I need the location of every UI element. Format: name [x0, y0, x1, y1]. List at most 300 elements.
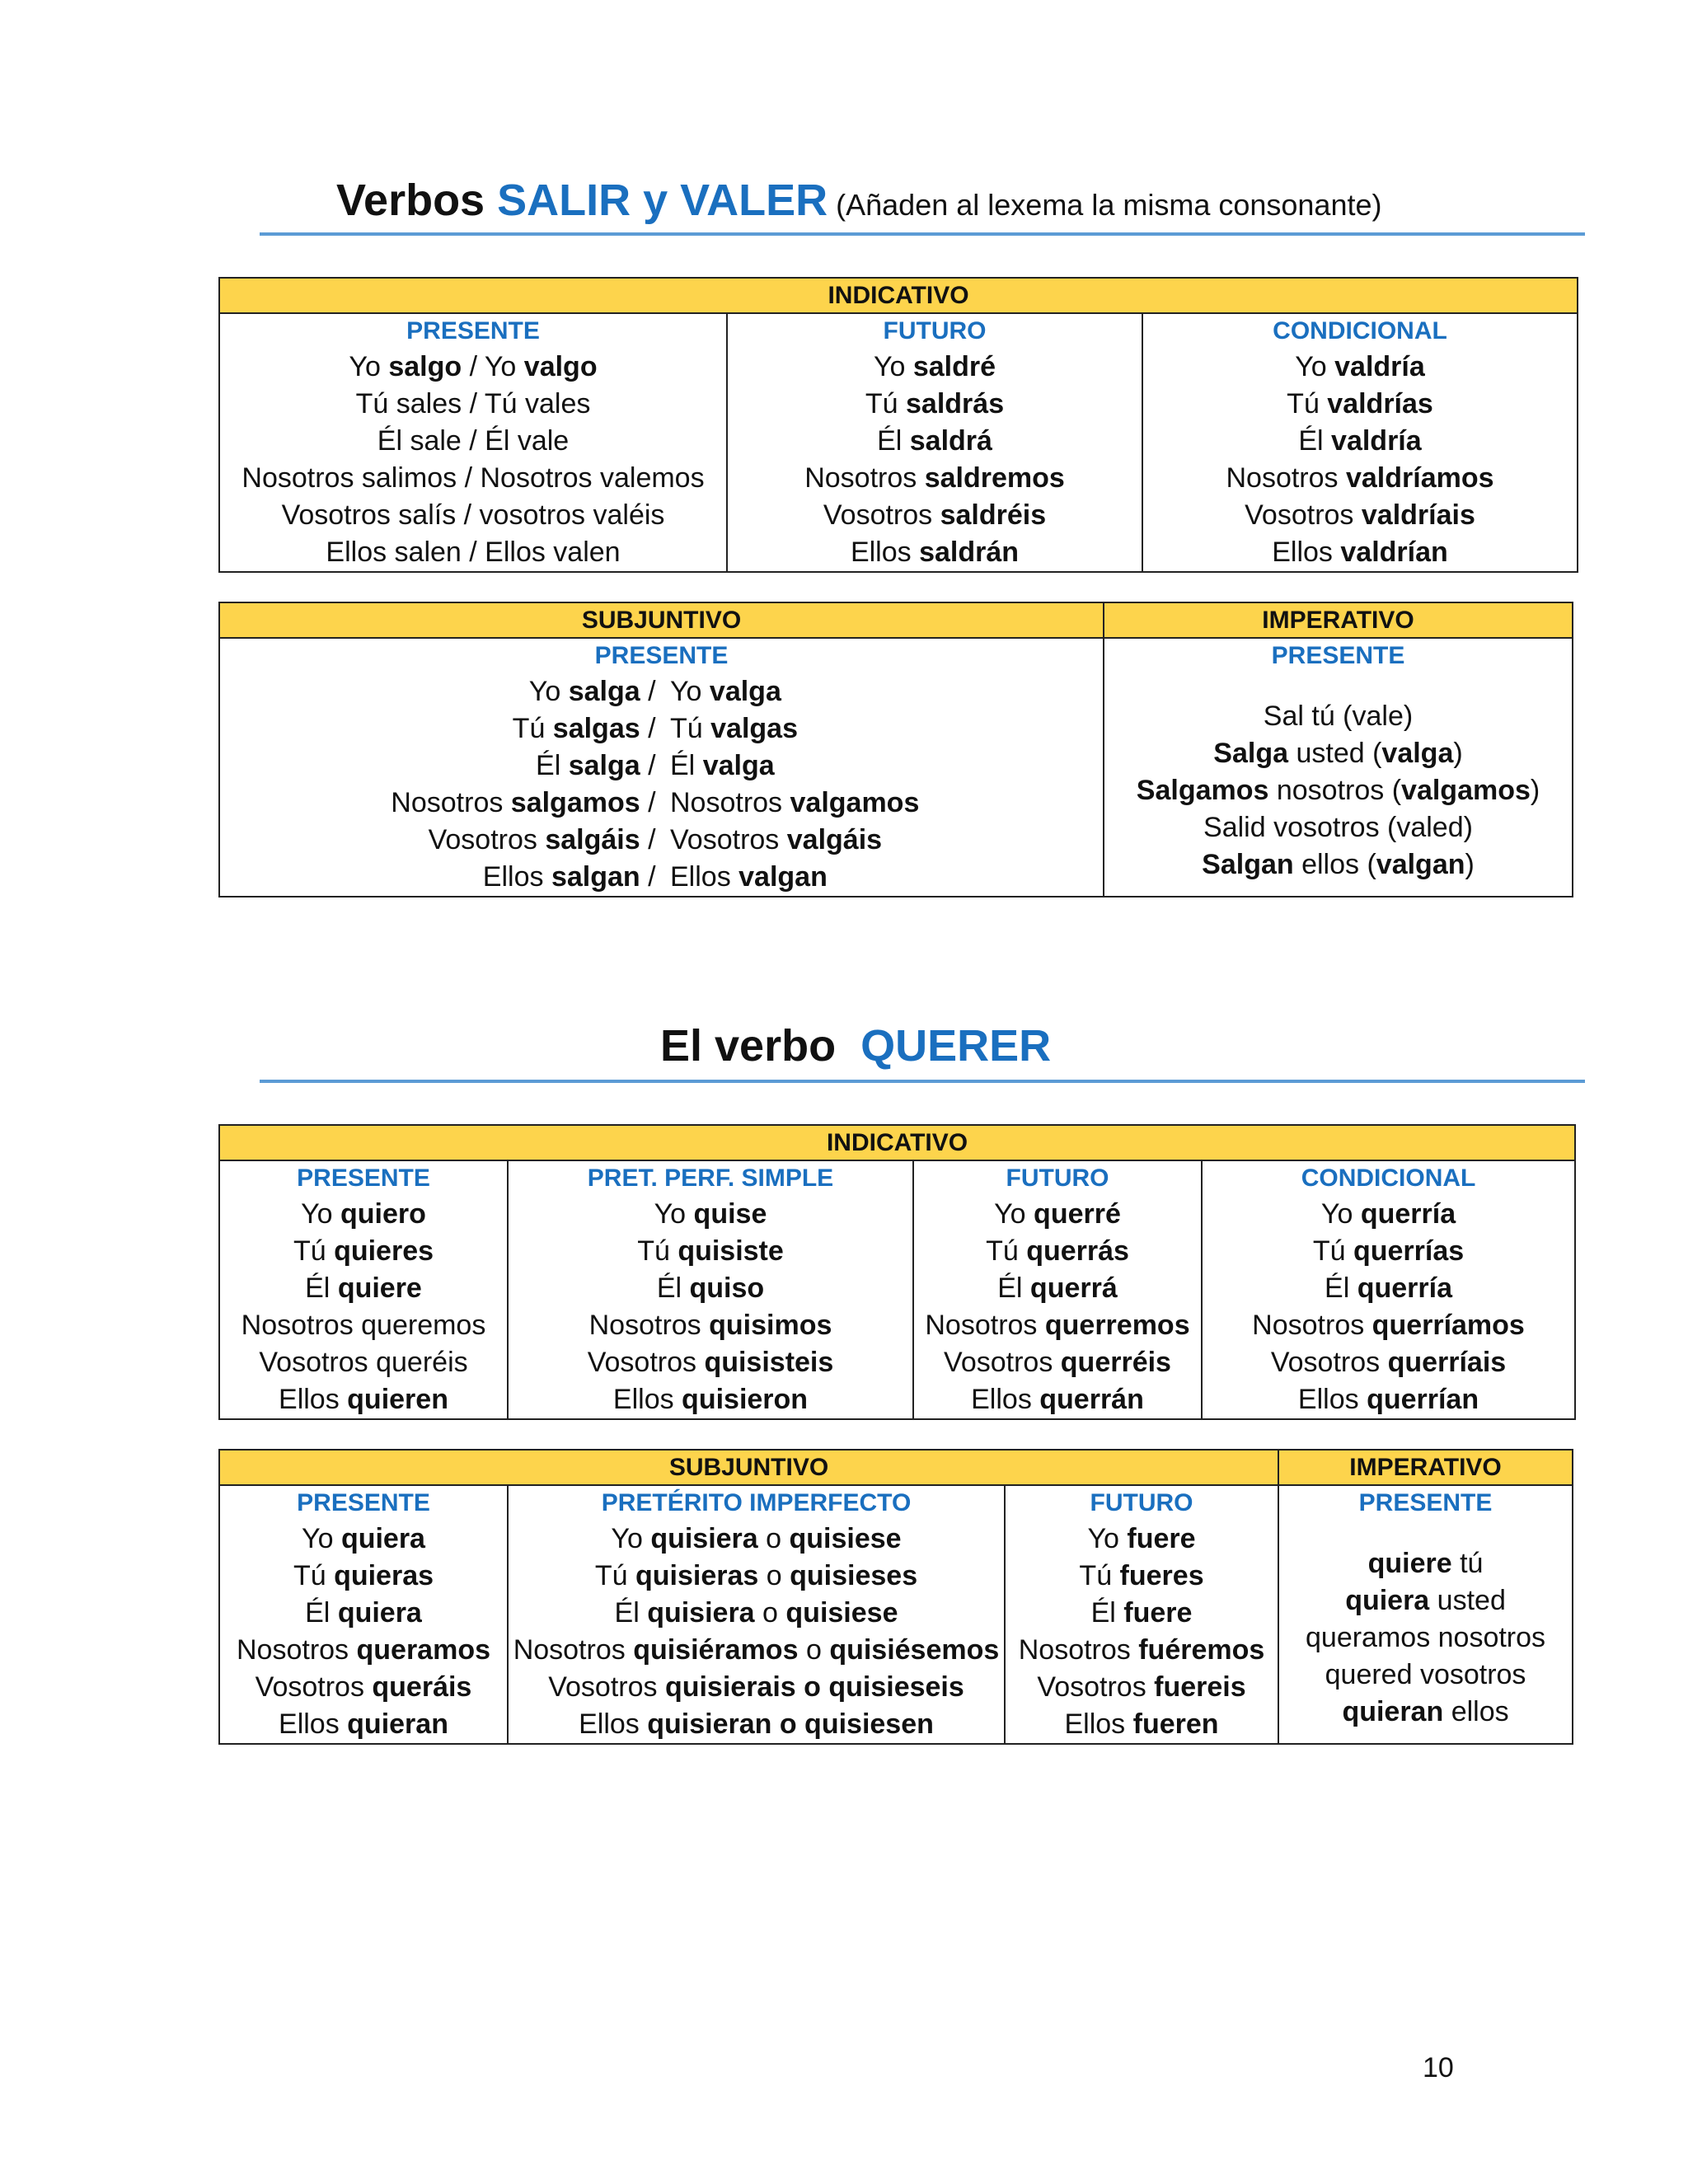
- conjugation-row: [220, 748, 1103, 785]
- text-segment: salgo: [388, 351, 462, 382]
- conjugation-row: [1143, 497, 1577, 534]
- conjugation-row: [1006, 1632, 1278, 1669]
- text-segment: Vosotros: [823, 499, 940, 531]
- text-segment: fuéremos: [1138, 1634, 1265, 1666]
- text-segment: Él: [1298, 425, 1332, 457]
- text-segment: quiso: [689, 1272, 765, 1304]
- text-segment: salgan: [551, 861, 640, 893]
- text-segment: Ellos: [279, 1708, 348, 1740]
- column-header: FUTURO: [1006, 1165, 1109, 1192]
- text-segment: Vosotros queréis: [259, 1347, 468, 1378]
- text-segment: Nosotros: [804, 462, 925, 494]
- conjugation-row: [1279, 1545, 1572, 1582]
- text-segment: querrían: [1367, 1384, 1479, 1415]
- text-segment: o: [758, 1560, 790, 1591]
- text-segment: Tú: [637, 1235, 678, 1267]
- conjugation-row: [220, 1632, 507, 1669]
- conjugation-row: [220, 1381, 507, 1418]
- text-segment: quieres: [334, 1235, 434, 1267]
- text-segment: quisisteis: [704, 1347, 834, 1378]
- text-segment: querré: [1034, 1198, 1121, 1230]
- conjugation-row: [509, 1270, 912, 1307]
- conjugation-row: [1143, 349, 1577, 386]
- conjugation-row: [914, 1307, 1201, 1344]
- text-segment: Él: [877, 425, 910, 457]
- text-segment: fuere: [1127, 1523, 1196, 1554]
- text-segment: saldrás: [906, 388, 1005, 419]
- text-segment: Tú: [1312, 1235, 1353, 1267]
- text-segment: quisiera: [650, 1523, 758, 1554]
- text-segment: Tú sales / Tú vales: [355, 388, 591, 419]
- text-segment: querríamos: [1372, 1310, 1525, 1341]
- text-segment: valga: [702, 750, 775, 781]
- text-segment: Tú: [670, 713, 711, 744]
- text-segment: salgas: [552, 713, 640, 744]
- valer-form: [670, 710, 798, 748]
- text-segment: Vosotros: [1245, 499, 1362, 531]
- text-segment: valgáis: [786, 824, 883, 855]
- text-segment: fuereis: [1154, 1671, 1246, 1703]
- conjugation-row: [1203, 1381, 1574, 1418]
- text-segment: Salgamos: [1136, 775, 1269, 806]
- conjugation-row: [220, 1669, 507, 1706]
- title-verb: QUERER: [860, 1021, 1052, 1071]
- column-header: FUTURO: [883, 317, 987, 344]
- column-header: CONDICIONAL: [1301, 1165, 1476, 1192]
- title-prefix: Verbos: [336, 176, 498, 225]
- text-segment: quisierais o quisieseis: [664, 1671, 964, 1703]
- conjugation-row: [1279, 1694, 1572, 1731]
- text-segment: Nosotros: [1252, 1310, 1372, 1341]
- text-segment: Yo: [1320, 1198, 1361, 1230]
- text-segment: Él sale / Él vale: [377, 425, 570, 457]
- conjugation-row: [509, 1669, 1004, 1706]
- column-header: FUTURO: [1090, 1489, 1193, 1516]
- text-segment: ): [1453, 738, 1463, 769]
- text-segment: Tú: [1079, 1560, 1120, 1591]
- futuro-column: [1005, 1485, 1278, 1744]
- text-segment: Él: [536, 750, 569, 781]
- conjugation-row: [509, 1233, 912, 1270]
- conjugation-row: [220, 1270, 507, 1307]
- text-segment: Ellos: [971, 1384, 1040, 1415]
- text-segment: Vosotros: [1037, 1671, 1155, 1703]
- conjugation-row: [509, 1632, 1004, 1669]
- text-segment: Sal tú (vale): [1263, 701, 1414, 732]
- valer-form: [670, 785, 919, 822]
- text-segment: Nosotros: [925, 1310, 1045, 1341]
- text-segment: Yo: [1087, 1523, 1128, 1554]
- column-header: PRESENTE: [594, 642, 729, 669]
- text-segment: valdrían: [1340, 537, 1448, 568]
- title-underline: [260, 232, 1585, 236]
- text-segment: valga: [1381, 738, 1454, 769]
- text-segment: fuere: [1123, 1597, 1193, 1629]
- conjugation-row: [220, 1706, 507, 1743]
- indicativo-header: INDICATIVO: [219, 1125, 1575, 1160]
- text-segment: salga: [568, 750, 640, 781]
- conjugation-row: [509, 1196, 912, 1233]
- text-segment: valgan: [738, 861, 828, 893]
- text-segment: valdría: [1331, 425, 1422, 457]
- text-segment: o: [757, 1523, 790, 1554]
- condicional-column: [1142, 313, 1578, 572]
- imperativo-presente-column: [1104, 638, 1573, 897]
- text-segment: quisieran o quisiesen: [647, 1708, 934, 1740]
- text-segment: Ellos salen / Ellos valen: [326, 537, 621, 568]
- text-segment: Nosotros: [391, 787, 511, 818]
- conjugation-row: [220, 460, 726, 497]
- conjugation-row: [914, 1196, 1201, 1233]
- text-segment: Él: [1090, 1597, 1124, 1629]
- text-segment: Yo: [301, 1198, 340, 1230]
- text-segment: ellos: [1443, 1696, 1509, 1727]
- text-segment: saldremos: [924, 462, 1065, 494]
- text-segment: valdríais: [1361, 499, 1475, 531]
- text-segment: Ellos: [1297, 1384, 1367, 1415]
- text-segment: saldrán: [919, 537, 1020, 568]
- conjugation-row: [220, 822, 1103, 859]
- text-segment: quieren: [347, 1384, 448, 1415]
- text-segment: quieran: [1342, 1696, 1444, 1727]
- text-segment: Salga: [1213, 738, 1289, 769]
- text-segment: quise: [693, 1198, 767, 1230]
- text-segment: salgamos: [510, 787, 640, 818]
- text-segment: Yo: [654, 1198, 694, 1230]
- conjugation-row: [728, 423, 1142, 460]
- conjugation-row: [509, 1595, 1004, 1632]
- text-segment: Ellos: [670, 861, 739, 893]
- querer-subjuntivo-imperativo-table: [218, 1449, 1573, 1745]
- conjugation-row: [728, 497, 1142, 534]
- text-segment: Él: [1325, 1272, 1357, 1304]
- text-segment: Nosotros: [1018, 1634, 1139, 1666]
- conjugation-row: [220, 673, 1103, 710]
- imperativo-presente-column: [1278, 1485, 1573, 1744]
- text-segment: Nosotros: [1226, 462, 1346, 494]
- text-segment: Yo: [528, 676, 569, 707]
- text-segment: usted: [1429, 1585, 1506, 1616]
- text-segment: quieran: [347, 1708, 448, 1740]
- conjugation-row: [220, 423, 726, 460]
- conjugation-row: [728, 534, 1142, 571]
- text-segment: usted (: [1288, 738, 1382, 769]
- text-segment: quiere: [1367, 1548, 1452, 1579]
- text-segment: Nosotros: [670, 787, 790, 818]
- text-segment: salgáis: [545, 824, 640, 855]
- text-segment: quisieron: [682, 1384, 809, 1415]
- text-segment: quisiste: [678, 1235, 784, 1267]
- text-segment: Yo: [670, 676, 710, 707]
- text-segment: quieras: [334, 1560, 434, 1591]
- conjugation-row: [1006, 1521, 1278, 1558]
- subjuntivo-header: SUBJUNTIVO: [219, 1450, 1278, 1485]
- text-segment: quisiese: [789, 1523, 902, 1554]
- column-header: PRESENTE: [297, 1165, 430, 1192]
- title-underline: [260, 1080, 1585, 1083]
- conjugation-row: [728, 349, 1142, 386]
- text-segment: Vosotros: [587, 1347, 705, 1378]
- text-segment: Vosotros: [255, 1671, 373, 1703]
- text-segment: querrías: [1353, 1235, 1465, 1267]
- text-segment: /: [640, 713, 663, 744]
- text-segment: valgamos: [790, 787, 920, 818]
- salir-form: [220, 748, 670, 785]
- text-segment: valgan: [1376, 849, 1465, 880]
- text-segment: salga: [568, 676, 640, 707]
- column-header: PRESENTE: [297, 1489, 430, 1516]
- conjugation-row: [728, 460, 1142, 497]
- valer-form: [670, 673, 781, 710]
- title-note: (Añaden al lexema la misma consonante): [828, 188, 1382, 222]
- text-segment: querría: [1357, 1272, 1452, 1304]
- text-segment: / Yo: [462, 351, 524, 382]
- text-segment: querríais: [1387, 1347, 1507, 1378]
- text-segment: Tú: [512, 713, 553, 744]
- text-segment: querrás: [1026, 1235, 1129, 1267]
- conjugation-row: [220, 1196, 507, 1233]
- salir-subjuntivo-imperativo-table: [218, 602, 1573, 898]
- text-segment: ): [1530, 775, 1540, 806]
- text-segment: /: [640, 861, 663, 893]
- text-segment: Vosotros salís / vosotros valéis: [281, 499, 665, 531]
- text-segment: querrá: [1029, 1272, 1118, 1304]
- conjugation-row: [1104, 735, 1572, 772]
- text-segment: Tú: [986, 1235, 1027, 1267]
- conjugation-row: [1143, 460, 1577, 497]
- salir-form: [220, 710, 670, 748]
- text-segment: Él: [305, 1597, 338, 1629]
- conjugation-row: [1143, 423, 1577, 460]
- column-header: PRESENTE: [1271, 642, 1405, 669]
- text-segment: quiero: [340, 1198, 426, 1230]
- text-segment: Ellos: [279, 1384, 348, 1415]
- text-segment: quisimos: [709, 1310, 832, 1341]
- salir-form: [220, 822, 670, 859]
- subjuntivo-presente-column: [219, 1485, 508, 1744]
- text-segment: nosotros (: [1268, 775, 1402, 806]
- conjugation-row: [1104, 772, 1572, 809]
- text-segment: quisieras: [635, 1560, 759, 1591]
- conjugation-row: [220, 1307, 507, 1344]
- text-segment: quisiésemos: [829, 1634, 1000, 1666]
- conjugation-row: [220, 349, 726, 386]
- imperativo-header: IMPERATIVO: [1104, 602, 1573, 638]
- conjugation-row: [1203, 1307, 1574, 1344]
- presente-column: [219, 1160, 508, 1419]
- text-segment: quisiéramos: [633, 1634, 799, 1666]
- futuro-column: [913, 1160, 1202, 1419]
- text-segment: Ellos: [612, 1384, 682, 1415]
- conjugation-row: [914, 1233, 1201, 1270]
- condicional-column: [1202, 1160, 1575, 1419]
- indicativo-header: INDICATIVO: [219, 278, 1578, 313]
- column-header: PRET. PERF. SIMPLE: [587, 1165, 834, 1192]
- text-segment: Nosotros: [513, 1634, 634, 1666]
- conjugation-row: [220, 710, 1103, 748]
- conjugation-row: [220, 1595, 507, 1632]
- text-segment: Tú: [293, 1560, 335, 1591]
- text-segment: Vosotros: [670, 824, 787, 855]
- conjugation-row: [728, 386, 1142, 423]
- text-segment: quered vosotros: [1325, 1659, 1526, 1690]
- text-segment: Yo: [873, 351, 913, 382]
- conjugation-row: [914, 1270, 1201, 1307]
- conjugation-row: [509, 1521, 1004, 1558]
- text-segment: o: [798, 1634, 830, 1666]
- text-segment: /: [640, 676, 663, 707]
- text-segment: o: [754, 1597, 786, 1629]
- text-segment: valgamos: [1401, 775, 1531, 806]
- conjugation-row: [1006, 1706, 1278, 1743]
- text-segment: saldrá: [909, 425, 992, 457]
- title-verbs: SALIR y VALER: [497, 176, 828, 225]
- futuro-column: [727, 313, 1142, 572]
- text-segment: quiera: [337, 1597, 422, 1629]
- column-header: PRETÉRITO IMPERFECTO: [601, 1489, 912, 1516]
- text-segment: valdríamos: [1345, 462, 1494, 494]
- pret-perf-simple-column: [508, 1160, 913, 1419]
- text-segment: Tú: [865, 388, 907, 419]
- text-segment: Vosotros: [548, 1671, 665, 1703]
- querer-indicativo-table: [218, 1124, 1576, 1420]
- conjugation-row: [509, 1344, 912, 1381]
- conjugation-row: [220, 1521, 507, 1558]
- conjugation-row: [1006, 1595, 1278, 1632]
- column-header: PRESENTE: [1358, 1489, 1493, 1516]
- subjuntivo-header: SUBJUNTIVO: [219, 602, 1104, 638]
- text-segment: Vosotros: [428, 824, 546, 855]
- conjugation-row: [1006, 1669, 1278, 1706]
- subjuntivo-presente-column: [219, 638, 1104, 897]
- conjugation-row: [220, 859, 1103, 896]
- conjugation-row: [1279, 1582, 1572, 1619]
- valer-form: [670, 859, 828, 896]
- presente-column: [219, 313, 727, 572]
- salir-form: [220, 785, 670, 822]
- conjugation-row: [1279, 1619, 1572, 1657]
- text-segment: ): [1465, 849, 1475, 880]
- text-segment: Yo: [302, 1523, 341, 1554]
- salir-form: [220, 859, 670, 896]
- text-segment: Nosotros: [237, 1634, 357, 1666]
- conjugation-row: [509, 1381, 912, 1418]
- text-segment: Nosotros salimos / Nosotros valemos: [241, 462, 705, 494]
- column-header: PRESENTE: [406, 317, 540, 344]
- text-segment: quiera: [340, 1523, 425, 1554]
- column-header: CONDICIONAL: [1273, 317, 1447, 344]
- pretérito-imperfecto-column: [508, 1485, 1005, 1744]
- text-segment: queramos: [356, 1634, 490, 1666]
- text-segment: Salgan: [1202, 849, 1294, 880]
- text-segment: querréis: [1060, 1347, 1171, 1378]
- conjugation-row: [1104, 698, 1572, 735]
- conjugation-row: [220, 1233, 507, 1270]
- text-segment: valga: [709, 676, 781, 707]
- conjugation-row: [1104, 809, 1572, 846]
- text-segment: Yo: [349, 351, 389, 382]
- text-segment: Ellos: [1064, 1708, 1133, 1740]
- text-segment: Yo: [1295, 351, 1335, 382]
- text-segment: /: [640, 824, 663, 855]
- text-segment: quiere: [337, 1272, 422, 1304]
- salir-form: [220, 673, 670, 710]
- conjugation-row: [220, 497, 726, 534]
- conjugation-row: [1143, 534, 1577, 571]
- text-segment: Yo: [611, 1523, 651, 1554]
- conjugation-row: [220, 534, 726, 571]
- page-number: 10: [1423, 2052, 1454, 2083]
- text-segment: valdría: [1334, 351, 1425, 382]
- text-segment: Él: [656, 1272, 690, 1304]
- text-segment: querrán: [1039, 1384, 1144, 1415]
- text-segment: Ellos: [482, 861, 551, 893]
- text-segment: Yo: [994, 1198, 1034, 1230]
- text-segment: valgas: [710, 713, 798, 744]
- text-segment: Él: [305, 1272, 338, 1304]
- text-segment: Ellos: [579, 1708, 648, 1740]
- text-segment: Él: [670, 750, 703, 781]
- text-segment: Nosotros: [588, 1310, 710, 1341]
- text-segment: /: [640, 750, 663, 781]
- conjugation-row: [914, 1381, 1201, 1418]
- section-title-querer: [660, 1020, 1051, 1071]
- conjugation-row: [1203, 1233, 1574, 1270]
- valer-form: [670, 748, 775, 785]
- valer-form: [670, 822, 882, 859]
- conjugation-row: [220, 785, 1103, 822]
- conjugation-row: [1143, 386, 1577, 423]
- text-segment: Tú: [1287, 388, 1328, 419]
- text-segment: querremos: [1044, 1310, 1190, 1341]
- text-segment: Ellos: [1272, 537, 1341, 568]
- text-segment: quisiese: [785, 1597, 898, 1629]
- conjugation-row: [1203, 1270, 1574, 1307]
- conjugation-row: [509, 1307, 912, 1344]
- conjugation-row: [220, 1344, 507, 1381]
- text-segment: queráis: [372, 1671, 472, 1703]
- conjugation-row: [914, 1344, 1201, 1381]
- text-segment: Él: [614, 1597, 648, 1629]
- text-segment: Nosotros queremos: [241, 1310, 486, 1341]
- section-title-salir: [336, 175, 1382, 226]
- conjugation-row: [1006, 1558, 1278, 1595]
- conjugation-row: [1104, 846, 1572, 883]
- text-segment: ellos (: [1293, 849, 1376, 880]
- text-segment: fueren: [1132, 1708, 1219, 1740]
- text-segment: Ellos: [850, 537, 920, 568]
- title-prefix: El verbo: [660, 1021, 861, 1071]
- conjugation-row: [509, 1558, 1004, 1595]
- text-segment: queramos nosotros: [1306, 1622, 1546, 1653]
- text-segment: saldréis: [940, 499, 1047, 531]
- conjugation-row: [1279, 1657, 1572, 1694]
- imperativo-header: IMPERATIVO: [1278, 1450, 1573, 1485]
- conjugation-row: [1203, 1344, 1574, 1381]
- text-segment: quisieses: [790, 1560, 918, 1591]
- text-segment: Tú: [293, 1235, 335, 1267]
- text-segment: /: [640, 787, 663, 818]
- text-segment: fueres: [1119, 1560, 1204, 1591]
- text-segment: quiera: [1345, 1585, 1430, 1616]
- conjugation-row: [1203, 1196, 1574, 1233]
- text-segment: tú: [1451, 1548, 1484, 1579]
- text-segment: saldré: [912, 351, 996, 382]
- text-segment: Tú: [594, 1560, 635, 1591]
- conjugation-row: [509, 1706, 1004, 1743]
- conjugation-row: [220, 386, 726, 423]
- text-segment: valgo: [523, 351, 598, 382]
